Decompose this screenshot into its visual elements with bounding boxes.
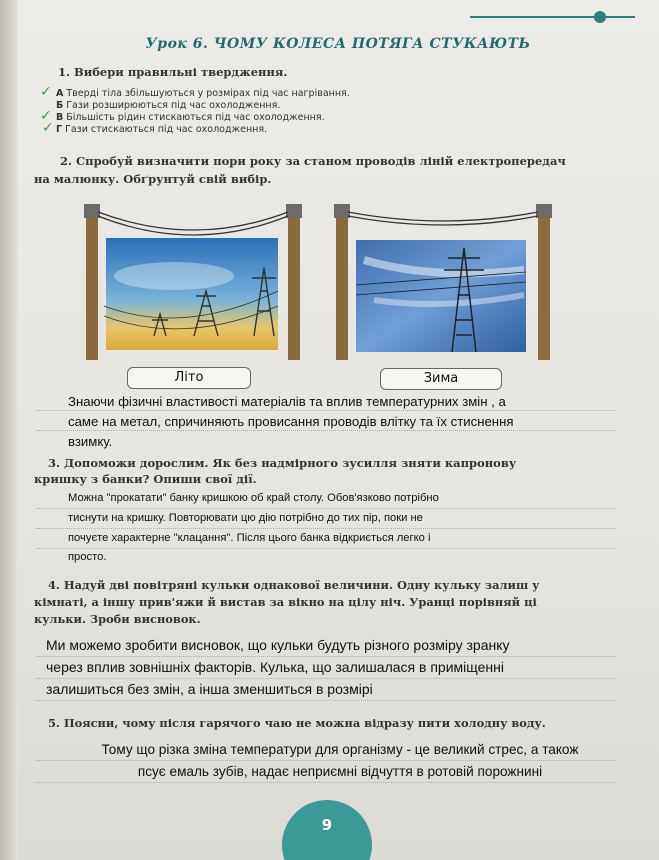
task3-question-line1: 3. Допоможи дорослим. Як без надмірного зусилля зняти капронову	[48, 456, 517, 470]
answer-line	[36, 548, 616, 549]
task1-option-b	[56, 100, 280, 112]
option-letter: А	[56, 88, 64, 99]
task5-answer-line2: псує емаль зубів, надає неприємні відчуття в ротовій порожнині	[137, 764, 543, 779]
option-text: Гази стискаються під час охолодження.	[65, 124, 268, 135]
page-number: 9	[321, 816, 333, 834]
winter-power-line-picture	[334, 200, 556, 364]
winter-label: Зима	[380, 368, 502, 390]
task4-answer-line1: Ми можемо зробити висновок, що кульки будуть різного розміру зранку	[46, 637, 510, 653]
page-binding-edge	[0, 0, 18, 860]
answer-line	[36, 678, 616, 679]
check-mark-icon: ✓	[40, 84, 52, 100]
option-text: Більшість рідин стискаються під час охолодження.	[66, 112, 325, 123]
lesson-title: Урок 6. ЧОМУ КОЛЕСА ПОТЯГА СТУКАЮТЬ	[145, 36, 531, 52]
task2-question-line1: 2. Спробуй визначити пори року за станом проводів ліній електропередач	[60, 154, 566, 168]
check-mark-icon: ✓	[40, 108, 52, 124]
task4-answer-line3: залишиться без змін, а інша зменшиться в розмірі	[46, 681, 373, 697]
task3-answer-line1: Можна "прокатати" банку кришкою об край столу. Обов'язково потрібно	[68, 492, 439, 504]
page-number-badge	[282, 800, 372, 860]
header-dot	[594, 11, 606, 23]
option-text: Гази розширюються під час охолодження.	[66, 100, 281, 111]
task3-answer-line2: тиснути на кришку. Повторювати цю дію потрібно до тих пір, поки не	[68, 512, 423, 524]
header-rule	[470, 16, 635, 18]
task1-option-c	[56, 112, 325, 124]
answer-line	[36, 656, 616, 657]
task1-option-d	[56, 124, 267, 136]
task1-question: 1. Вибери правильні твердження.	[58, 65, 288, 79]
task4-question-line3: кульки. Зроби висновок.	[34, 612, 201, 626]
option-letter: В	[56, 112, 64, 123]
task4-question-line2: кімнаті, а іншу прив'яжи й вистав за вікно на цілу ніч. Уранці порівняй ці	[34, 595, 537, 609]
answer-line	[36, 410, 616, 411]
answer-line	[36, 782, 616, 783]
option-text: Тверді тіла збільшуються у розмірах під час нагрівання.	[66, 88, 350, 99]
task4-question-line1: 4. Надуй дві повітряні кульки однакової величини. Одну кульку залиш у	[48, 578, 540, 592]
task5-question: 5. Поясни, чому після гарячого чаю не можна відразу пити холодну воду.	[48, 716, 546, 730]
task3-answer-line4: просто.	[68, 551, 107, 563]
task2-answer-line3: взимку.	[68, 434, 113, 449]
task3-question-line2: кришку з банки? Опиши свої дії.	[34, 472, 257, 486]
task4-answer-line2: через вплив зовнішніх факторів. Кулька, що залишалася в приміщенні	[46, 659, 504, 675]
option-letter: Г	[56, 124, 63, 135]
summer-power-line-picture	[84, 196, 306, 364]
answer-line	[36, 760, 616, 761]
summer-label: Літо	[127, 367, 251, 389]
task2-question-line2: на малюнку. Обґрунтуй свій вибір.	[34, 172, 272, 186]
task2-answer-line1: Знаючи фізичні властивості матеріалів та вплив температурних змін , а	[68, 394, 506, 409]
check-mark-icon: ✓	[42, 120, 54, 136]
task3-answer-line3: почуєте характерне "клацання". Після цього банка відкриється легко і	[68, 532, 431, 544]
answer-line	[36, 430, 616, 431]
answer-line	[36, 700, 616, 701]
task2-answer-line2: саме на метал, спричиняють провисання проводів влітку та їх стиснення	[68, 414, 514, 429]
task5-answer-line1: Тому що різка зміна температури для організму - це великий стрес, а також	[101, 742, 579, 757]
task1-option-a	[56, 88, 350, 100]
option-letter: Б	[56, 100, 64, 111]
answer-line	[36, 508, 616, 509]
answer-line	[36, 528, 616, 529]
